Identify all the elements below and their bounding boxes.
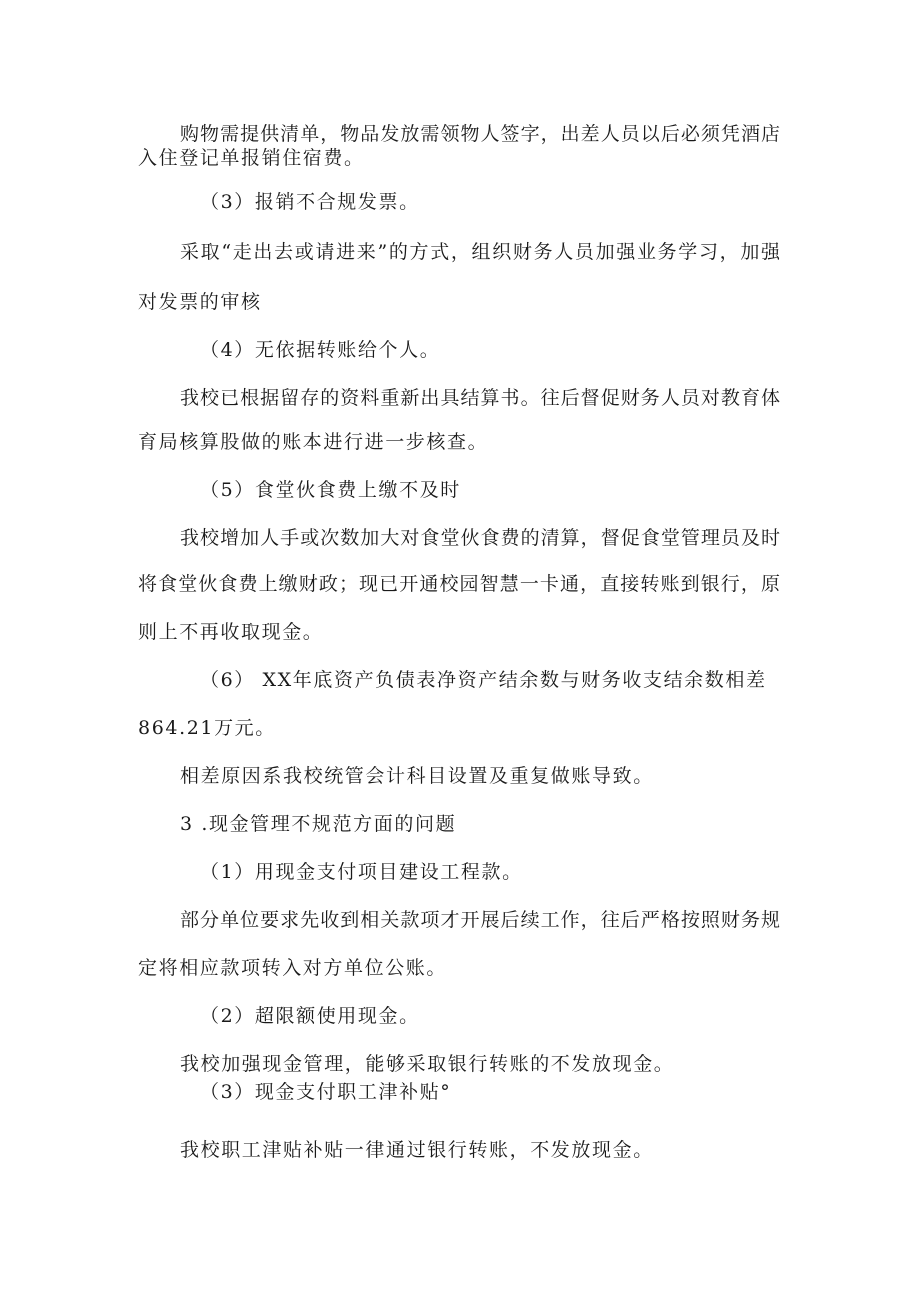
section-item-heading: （6） XX年底资产负债表净资产结余数与财务收支结余数相差: [200, 669, 767, 691]
section-item-heading: （2）超限额使用现金。: [200, 1005, 420, 1027]
section-item-heading: （5）食堂伙食费上缴不及时: [200, 479, 461, 501]
section-item-heading: （3）报销不合规发票。: [200, 191, 420, 213]
paragraph-line: 育局核算股做的账本进行进一步核查。: [138, 431, 489, 453]
paragraph-line: 864.21万元。: [138, 717, 276, 739]
paragraph-line: 我校加强现金管理，能够采取银行转账的不发放现金。: [180, 1053, 675, 1075]
section-item-heading: （4）无依据转账给个人。: [200, 339, 441, 361]
paragraph-line: 部分单位要求先收到相关款项才开展后续工作，往后严格按照财务规: [180, 909, 780, 931]
section-item-heading: （3）现金支付职工津补贴°: [200, 1081, 452, 1103]
paragraph-line: 我校已根据留存的资料重新出具结算书。往后督促财务人员对教育体: [180, 387, 780, 409]
paragraph-line: 定将相应款项转入对方单位公账。: [138, 957, 448, 979]
section-item-heading: （1）用现金支付项目建设工程款。: [200, 861, 523, 883]
paragraph-line: 相差原因系我校统管会计科目设置及重复做账导致。: [180, 765, 654, 787]
paragraph-line: 采取“走出去或请进来”的方式，组织财务人员加强业务学习，加强: [180, 241, 780, 263]
paragraph-line: 将食堂伙食费上缴财政；现已开通校园智慧一卡通，直接转账到银行，原: [138, 573, 780, 595]
paragraph-line: 我校增加人手或次数加大对食堂伙食费的清算，督促食堂管理员及时: [180, 527, 780, 549]
section-heading: 3 .现金管理不规范方面的问题: [180, 813, 457, 835]
paragraph-line: 我校职工津贴补贴一律通过银行转账，不发放现金。: [180, 1139, 654, 1161]
paragraph-line: 购物需提供清单，物品发放需领物人签字，出差人员以后必须凭酒店: [180, 123, 780, 145]
paragraph-line: 入住登记单报销住宿费。: [138, 147, 365, 169]
paragraph-line: 对发票的审核: [138, 291, 262, 313]
paragraph-line: 则上不再收取现金。: [138, 621, 324, 643]
